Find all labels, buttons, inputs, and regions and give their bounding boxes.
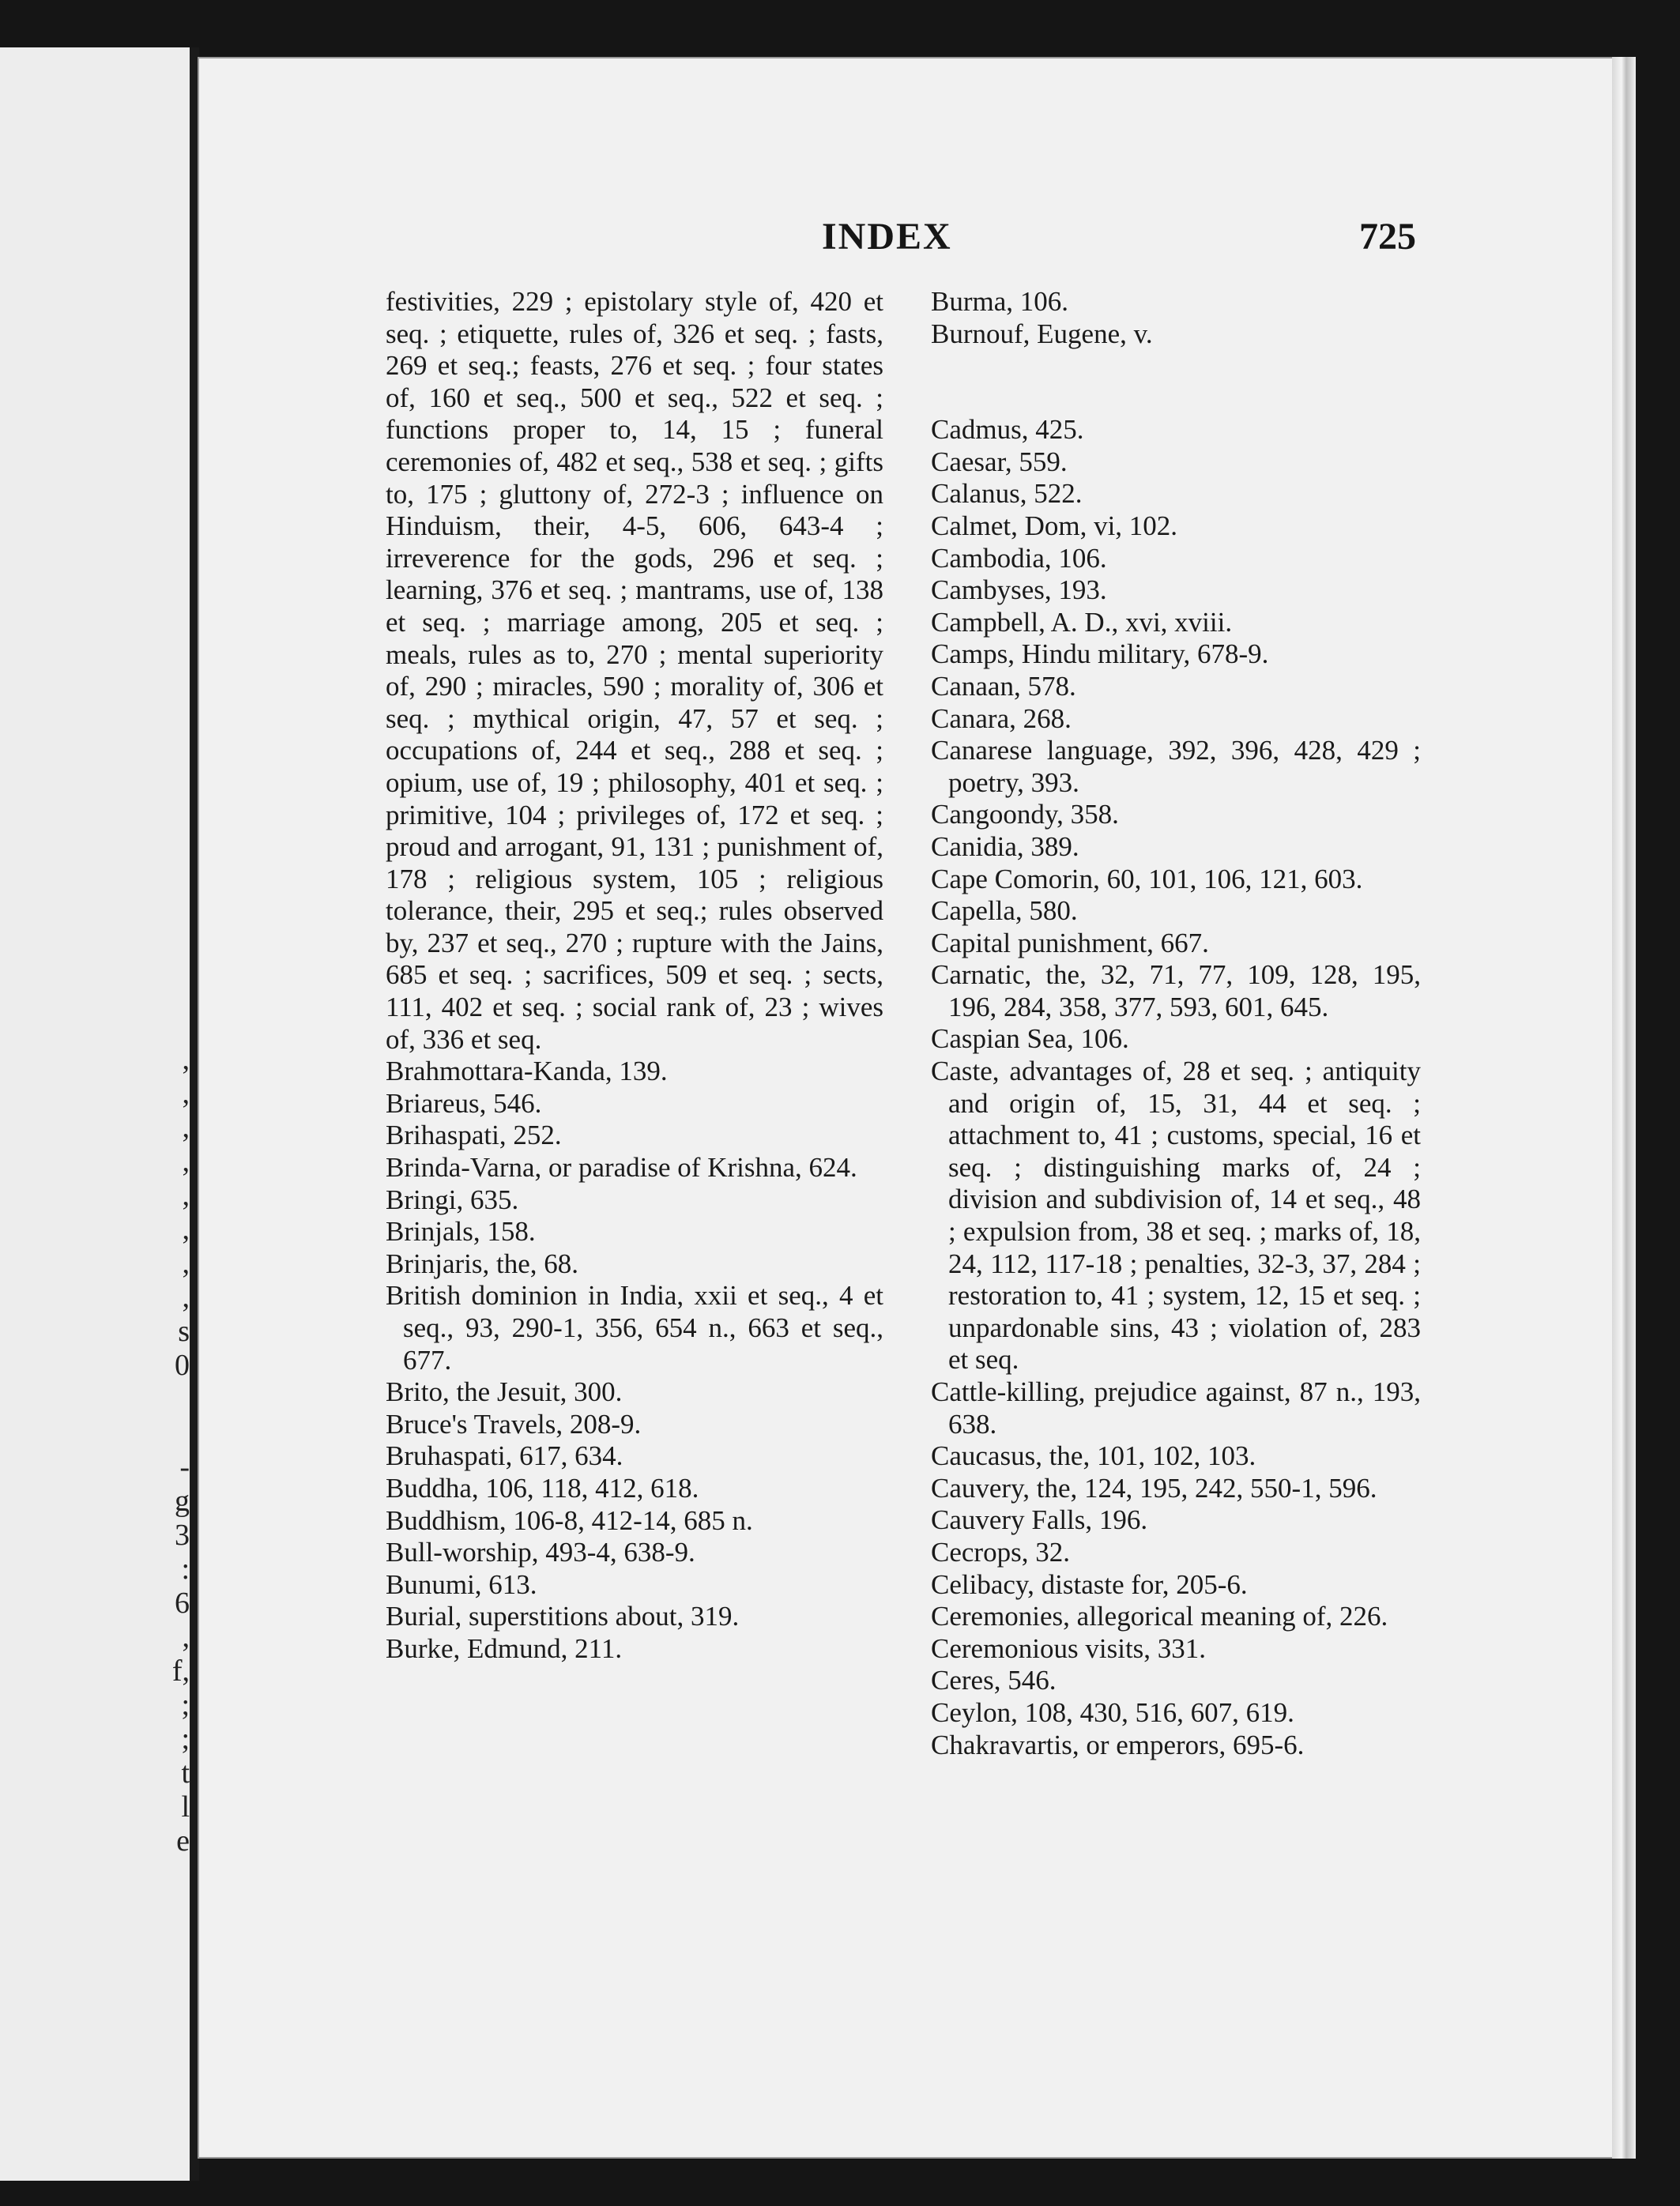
facing-page-char: f, xyxy=(171,1654,190,1688)
index-entry: Cambodia, 106. xyxy=(931,542,1107,574)
index-entry: Chakravartis, or emperors, 695-6. xyxy=(931,1729,1305,1760)
index-entry-continuation: festivities, 229 ; epistolary style of, 420 et seq. ; etiquette, rules of, 326 et seq. ; fasts, 269 et seq.; feasts, 276 et seq. ; four states of, 160 et seq., 500 et seq., 522 et seq. ; functions proper to, 14, 15 ; funeral ceremonies of, 482 et seq., 538 et seq. ; gifts to, 175 ; gluttony of, 272-3 ; influence on Hinduism, their, 4-5, 606, 643-4 ; irreverence for the gods, 296 et seq. ; learning, 376 et seq. ; mantrams, use of, 138 et seq. ; marriage among, 205 et seq. ; meals, rules as to, 270 ; mental superiority of, 290 ; miracles, 590 ; morality of, 306 et seq. ; mythical origin, 47, 57 et seq. ; occupations of, 244 et seq., 288 et seq. ; opium, use of, 19 ; philosophy, 401 et seq. ; primitive, 104 ; privileges of, 172 et seq. ; proud and arrogant, 91, 131 ; punishment of, 178 ; religious system, 105 ; religious tolerance, their, 295 et seq.; rules observed by, 237 et seq., 270 ; rupture with the Jains, 685 et seq. ; sacrifices, 509 et seq. ; sects, 111, 402 et seq. ; social rank of, 23 ; wives of, 336 et seq. xyxy=(386,286,883,1055)
facing-page-char: : xyxy=(181,1553,190,1586)
index-entry: Cambyses, 193. xyxy=(931,574,1107,606)
facing-page-fragments xyxy=(166,1043,190,1858)
index-entry: Burnouf, Eugene, v. xyxy=(931,318,1153,349)
index-entry: Cangoondy, 358. xyxy=(931,799,1119,830)
facing-page-char xyxy=(166,1417,190,1451)
facing-page-char: , xyxy=(182,1043,190,1076)
index-column-left xyxy=(386,286,883,1666)
facing-page-char: 3 xyxy=(175,1519,190,1552)
index-entry: Burke, Edmund, 211. xyxy=(386,1632,623,1664)
index-entry: Campbell, A. D., xvi, xviii. xyxy=(931,606,1233,638)
index-entry: Brinjaris, the, 68. xyxy=(386,1248,578,1279)
index-entry: Cadmus, 425. xyxy=(931,414,1084,446)
index-entry: Brinjals, 158. xyxy=(386,1216,536,1248)
index-entry: Carnatic, the, 32, 71, 77, 109, 128, 195, 196, 284, 358, 377, 593, 601, 645. xyxy=(931,959,1421,1022)
index-entry: Cape Comorin, 60, 101, 106, 121, 603. xyxy=(931,863,1363,894)
index-entry: Buddha, 106, 118, 412, 618. xyxy=(386,1472,699,1504)
index-entry: Capella, 580. xyxy=(931,895,1078,927)
running-head-title: INDEX xyxy=(822,216,952,258)
index-entry: Calmet, Dom, vi, 102. xyxy=(931,510,1178,541)
facing-page-char: ; xyxy=(181,1722,190,1756)
facing-page-char: t xyxy=(181,1756,190,1790)
index-entry-list xyxy=(931,286,1421,350)
facing-page-char: 6 xyxy=(175,1587,190,1620)
index-entry: Celibacy, distaste for, 205-6. xyxy=(931,1568,1248,1600)
index-entry: Cauvery, the, 124, 195, 242, 550-1, 596. xyxy=(931,1472,1377,1504)
index-entry: Buddhism, 106-8, 412-14, 685 n. xyxy=(386,1504,753,1536)
facing-page-char: - xyxy=(179,1451,190,1484)
facing-page-char: 0 xyxy=(175,1349,190,1382)
index-entry: Canidia, 389. xyxy=(931,830,1079,862)
index-entry: Canaan, 578. xyxy=(931,670,1076,702)
index-entry: Ceremonious visits, 331. xyxy=(931,1632,1207,1664)
facing-page-char: , xyxy=(182,1179,190,1212)
index-entry: Capital punishment, 667. xyxy=(931,927,1209,958)
index-entry: Canarese language, 392, 396, 428, 429 ; poetry, 393. xyxy=(931,735,1421,798)
index-entry-list xyxy=(931,414,1421,1761)
index-entry: Caesar, 559. xyxy=(931,446,1068,477)
index-entry: Bull-worship, 493-4, 638-9. xyxy=(386,1537,695,1568)
index-entry: Bruhaspati, 617, 634. xyxy=(386,1440,623,1472)
facing-page-char: , xyxy=(182,1281,190,1314)
index-entry: Brito, the Jesuit, 300. xyxy=(386,1376,623,1408)
facing-page-char: , xyxy=(182,1621,190,1654)
index-entry: Cecrops, 32. xyxy=(931,1536,1070,1568)
index-entry: Ceylon, 108, 430, 516, 607, 619. xyxy=(931,1696,1294,1728)
facing-page-char: , xyxy=(182,1077,190,1110)
facing-page-char: l xyxy=(181,1790,190,1824)
facing-page-char: g xyxy=(175,1485,190,1518)
index-entry: Ceres, 546. xyxy=(931,1665,1057,1696)
facing-page-char: , xyxy=(182,1111,190,1144)
facing-page-char: e xyxy=(176,1824,190,1858)
facing-page-char: , xyxy=(182,1145,190,1178)
facing-page-char: ; xyxy=(181,1688,190,1722)
index-entry: Caste, advantages of, 28 et seq. ; antiquity and origin of, 15, 31, 44 et seq. ; attachment to, 41 ; customs, special, 16 et seq. ; distinguishing marks of, 24 ; division and subdivision of, 14 et seq., 48 ; expulsion from, 38 et seq. ; marks of, 18, 24, 112, 117-18 ; penalties, 32-3, 37, 284 ; restoration to, 41 ; system, 12, 15 et seq. ; unpardonable sins, 43 ; violation of, 283 et seq. xyxy=(931,1056,1421,1376)
index-entry: Camps, Hindu military, 678-9. xyxy=(931,638,1269,670)
index-entry: Brihaspati, 252. xyxy=(386,1120,562,1151)
index-entry: Burial, superstitions about, 319. xyxy=(386,1601,740,1632)
facing-page-char: s xyxy=(178,1315,190,1348)
index-entry: British dominion in India, xxii et seq., 4 et seq., 93, 290-1, 356, 654 n., 663 et seq., 677. xyxy=(386,1280,883,1376)
index-entry: Caspian Sea, 106. xyxy=(931,1023,1129,1055)
index-entry: Burma, 106. xyxy=(931,286,1069,317)
index-entry: Ceremonies, allegorical meaning of, 226. xyxy=(931,1601,1388,1632)
facing-page-char xyxy=(166,1383,190,1417)
index-column-right xyxy=(931,286,1421,1761)
index-entry-list xyxy=(386,1056,883,1665)
index-entry: Calanus, 522. xyxy=(931,478,1083,510)
facing-page-sliver xyxy=(0,47,190,2181)
index-entry: Brahmottara-Kanda, 139. xyxy=(386,1056,668,1087)
index-entry: Cattle-killing, prejudice against, 87 n., 193, 638. xyxy=(931,1376,1421,1440)
page-number: 725 xyxy=(1359,216,1416,258)
facing-page-char: , xyxy=(182,1247,190,1280)
index-entry: Brinda-Varna, or paradise of Krishna, 624. xyxy=(386,1152,857,1184)
index-entry: Bunumi, 613. xyxy=(386,1568,537,1600)
page-edge xyxy=(1612,57,1636,2159)
index-entry: Caucasus, the, 101, 102, 103. xyxy=(931,1440,1256,1472)
index-entry: Cauvery Falls, 196. xyxy=(931,1504,1148,1536)
index-entry: Bruce's Travels, 208-9. xyxy=(386,1408,642,1440)
letter-section-gap xyxy=(931,350,1421,414)
index-entry: Bringi, 635. xyxy=(386,1184,519,1215)
index-entry: Canara, 268. xyxy=(931,702,1072,734)
facing-page-char: , xyxy=(182,1213,190,1246)
index-entry: Briareus, 546. xyxy=(386,1087,542,1119)
